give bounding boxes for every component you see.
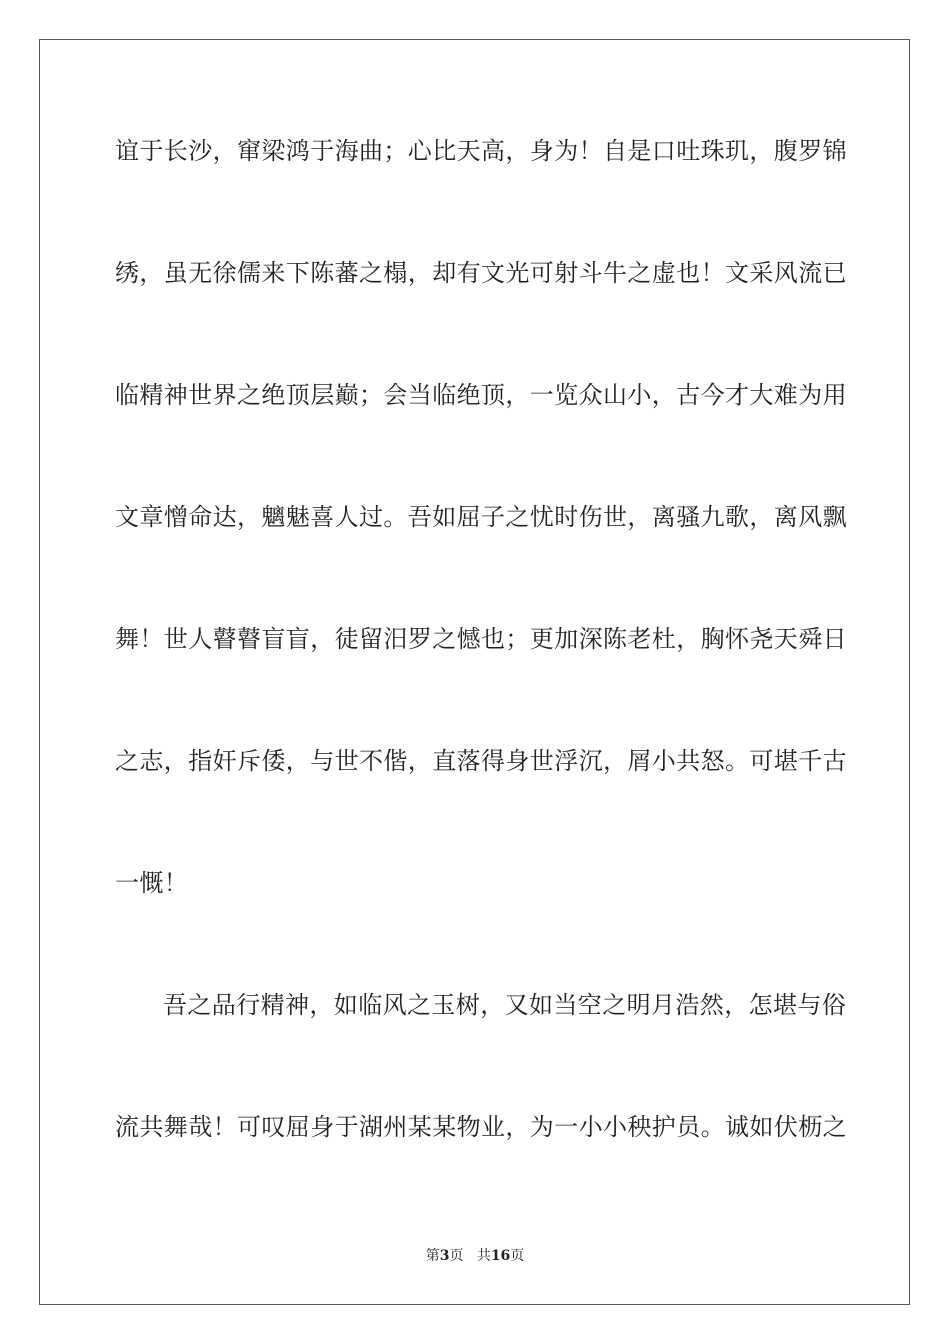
text-line: 文章憎命达，魑魅喜人过。吾如屈子之忧时伤世，离骚九歌，离风飘 [115, 503, 847, 531]
page-number: 3 [439, 1248, 450, 1264]
paragraph-first-line: 吾之品行精神，如临风之玉树，又如当空之明月浩然，怎堪与俗 [163, 991, 847, 1019]
text-line: 谊于长沙，窜梁鸿于海曲；心比天高，身为！自是口吐珠玑，腹罗锦 [115, 137, 847, 165]
total-pages: 16 [490, 1248, 511, 1264]
page-footer [0, 1245, 950, 1265]
page-label-suffix: 页 [449, 1248, 464, 1264]
page-label-prefix: 第 [425, 1248, 440, 1264]
text-line: 流共舞哉！可叹屈身于湖州某某物业，为一小小秧护员。诚如伏枥之 [115, 1113, 847, 1141]
document-body [115, 128, 847, 1226]
total-label-suffix: 页 [510, 1248, 525, 1264]
text-line: 之志，指奸斥倭，与世不偕，直落得身世浮沉，屑小共怒。可堪千古 [115, 747, 847, 775]
text-line: 舞！世人瞽瞽盲盲，徒留汨罗之憾也；更加深陈老杜，胸怀尧天舜日 [115, 625, 847, 653]
text-line: 绣，虽无徐儒来下陈蕃之榻，却有文光可射斗牛之虚也！文采风流已 [115, 259, 847, 287]
text-line: 一慨！ [115, 869, 189, 897]
text-line: 临精神世界之绝顶层巅；会当临绝顶，一览众山小，古今才大难为用 [115, 381, 847, 409]
total-label-prefix: 共 [476, 1248, 491, 1264]
